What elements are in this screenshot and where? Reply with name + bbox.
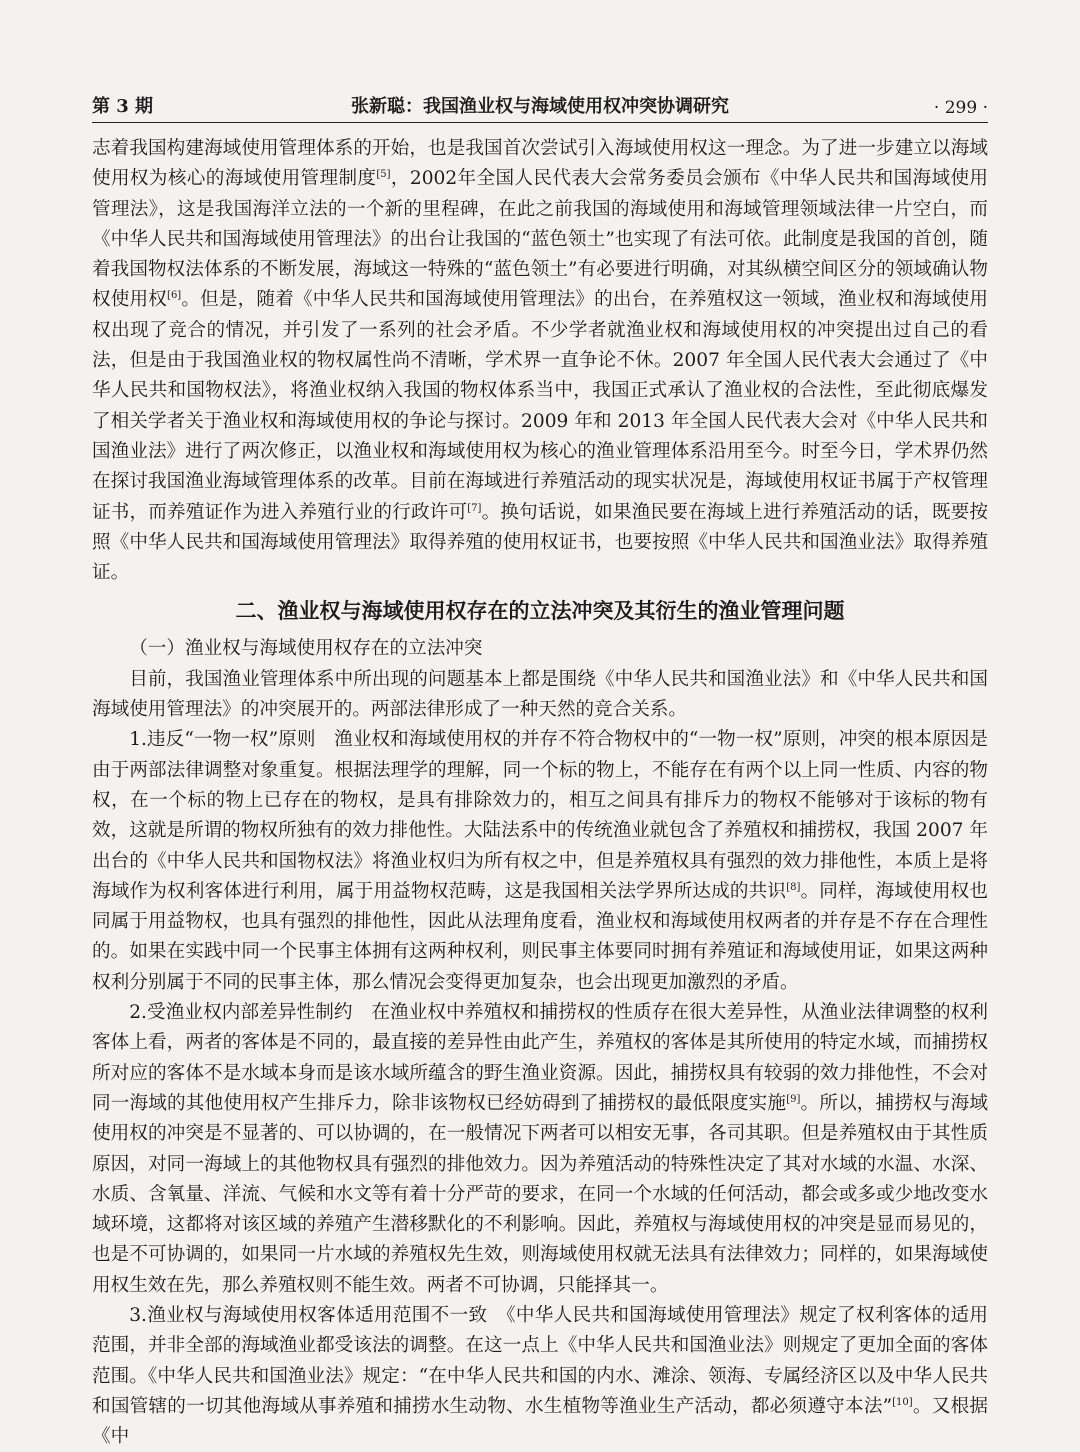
paragraph-text: ，2002年全国人民代表大会常务委员会颁布《中华人民共和国海域使用管理法》，这是我国海洋立法的一个新的里程碑，在此之前我国的海域使用和海域管理领域法律一片空白，而《中华人民共和国海域使用管理法》的出台让我国的“蓝色领土”也实现了有法可依。此制度是我国的首创，随着我国物权法体系的不断发展，海域这一特殊的“蓝色领土”有必要进行明确，对其纵横空间区分的领域确认物权使用权	[92, 168, 988, 311]
paragraph-text: 志着我国构建海域使用管理体系的开始，也是我国首次尝试引入海域使用权这一理念。为了进一步建立以海域使用权为核心的海域使用管理制度	[92, 138, 988, 190]
citation-10: [10]	[892, 1396, 913, 1408]
paragraph	[92, 1301, 988, 1452]
paragraph: 目前，我国渔业管理体系中所出现的问题基本上都是围绕《中华人民共和国渔业法》和《中华人民共和国海域使用管理法》的冲突展开的。两部法律形成了一种天然的竞合关系。	[92, 668, 988, 721]
running-header	[92, 88, 988, 123]
subsection-heading: （一）渔业权与海域使用权存在的立法冲突	[129, 638, 483, 660]
paragraph	[92, 725, 988, 998]
citation-8: [8]	[786, 881, 801, 893]
paragraph-text: 2.受渔业权内部差异性制约 在渔业权中养殖权和捕捞权的性质存在很大差异性，从渔业法律调整的权利客体上看，两者的客体是不同的，最直接的差异性由此产生，养殖权的客体是其所使用的特定水域，而捕捞权所对应的客体不是水域本身而是该水域所蕴含的野生渔业资源。因此，捕捞权具有较弱的效力排他性，不会对同一海域的其他使用权产生排斥力，除非该物权已经妨碍到了捕捞权的最低限度实施	[92, 1002, 988, 1114]
paragraph	[92, 998, 988, 1301]
paragraph-text: 。但是，随着《中华人民共和国海域使用管理法》的出台，在养殖权这一领域，渔业权和海域使用权出现了竞合的情况，并引发了一系列的社会矛盾。不少学者就渔业权和海域使用权的冲突提出过自己的看法，但是由于我国渔业权的物权属性尚不清晰，学术界一直争论不休。2007 年全国人民代表大会通过了《中华人民共和国物权法》，将渔业权纳入我国的物权体系当中，我国正式承认了渔业权的合法性，至此彻底爆发了相关学者关于渔业权和海域使用权的争论与探讨。2009 年和 2013 年全国人民代表大会对《中华人民共和国渔业法》进行了两次修正，以渔业权和海域使用权为核心的渔业管理体系沿用至今。时至今日，学术界仍然在探讨我国渔业海域管理体系的改革。目前在海域进行养殖活动的现实状况是，海域使用权证书属于产权管理证书，而养殖证作为进入养殖行业的行政许可	[92, 289, 988, 523]
paragraph-continued	[92, 134, 988, 588]
issue-label: 第 3 期	[92, 96, 154, 117]
paragraph-text: 。同样，海域使用权也同属于用益物权，也具有强烈的排他性，因此从法理角度看，渔业权和海域使用权两者的并存是不存在合理性的。如果在实践中同一个民事主体拥有这两种权利，则民事主体要同时拥有养殖证和海域使用证，如果这两种权利分别属于不同的民事主体，那么情况会变得更加复杂，也会出现更加激烈的矛盾。	[92, 880, 988, 993]
citation-6: [6]	[167, 290, 182, 302]
section-heading: 二、渔业权与海域使用权存在的立法冲突及其衍生的渔业管理问题	[235, 598, 845, 624]
citation-9: [9]	[786, 1093, 801, 1105]
citation-5: [5]	[376, 169, 391, 181]
paragraph-text: 。所以，捕捞权与海域使用权的冲突是不显著的、可以协调的，在一般情况下两者可以相安无事，各司其职。但是养殖权由于其性质原因，对同一海域上的其他物权具有强烈的排他效力。因为养殖活动的特殊性决定了其对水域的水温、水深、水质、含氧量、洋流、气候和水文等有着十分严苛的要求，在同一个水域的任何活动，都会或多或少地改变水域环境，这都将对该区域的养殖产生潜移默化的不利影响。因此，养殖权与海域使用权的冲突是显而易见的，也是不可协调的，如果同一片水域的养殖权先生效，则海域使用权就无法具有法律效力；同样的，如果海域使用权生效在先，那么养殖权则不能生效。两者不可协调，只能择其一。	[92, 1092, 988, 1296]
page-number: · 299 ·	[933, 98, 988, 118]
citation-7: [7]	[467, 502, 482, 514]
paragraph-text: 3.渔业权与海域使用权客体适用范围不一致 《中华人民共和国海域使用管理法》规定了权利客体的适用范围，并非全部的海域渔业都受该法的调整。在这一点上《中华人民共和国渔业法》则规定了更加全面的客体范围。《中华人民共和国渔业法》规定：“在中华人民共和国的内水、滩涂、领海、专属经济区以及中华人民共和国管辖的一切其他海域从事养殖和捕捞水生动物、水生植物等渔业生产活动，都必须遵守本法”	[92, 1304, 988, 1417]
article-body	[92, 134, 988, 1452]
paragraph-text: 1.违反“一物一权”原则 渔业权和海域使用权的并存不符合物权中的“一物一权”原则，冲突的根本原因是由于两部法律调整对象重复。根据法理学的理解，同一个标的物上，不能存在有两个以上同一性质、内容的物权，在一个标的物上已存在的物权，是具有排除效力的，相互之间具有排斥力的物权不能够对于该标的物有效，这就是所谓的物权所独有的效力排他性。大陆法系中的传统渔业就包含了养殖权和捕捞权，我国 2007 年出台的《中华人民共和国物权法》将渔业权归为所有权之中，但是养殖权具有强烈的效力排他性，本质上是将海域作为权利客体进行利用，属于用益物权范畴，这是我国相关法学界所达成的共识	[92, 729, 988, 902]
paragraph-text: 。换句话说，如果渔民要在海域上进行养殖活动的话，既要按照《中华人民共和国海域使用管理法》取得养殖的使用权证书，也要按照《中华人民共和国渔业法》取得养殖证。	[92, 501, 988, 584]
paragraph-text: 。又根据《中	[92, 1395, 988, 1448]
running-title: 张新聪：我国渔业权与海域使用权冲突协调研究	[351, 96, 729, 117]
